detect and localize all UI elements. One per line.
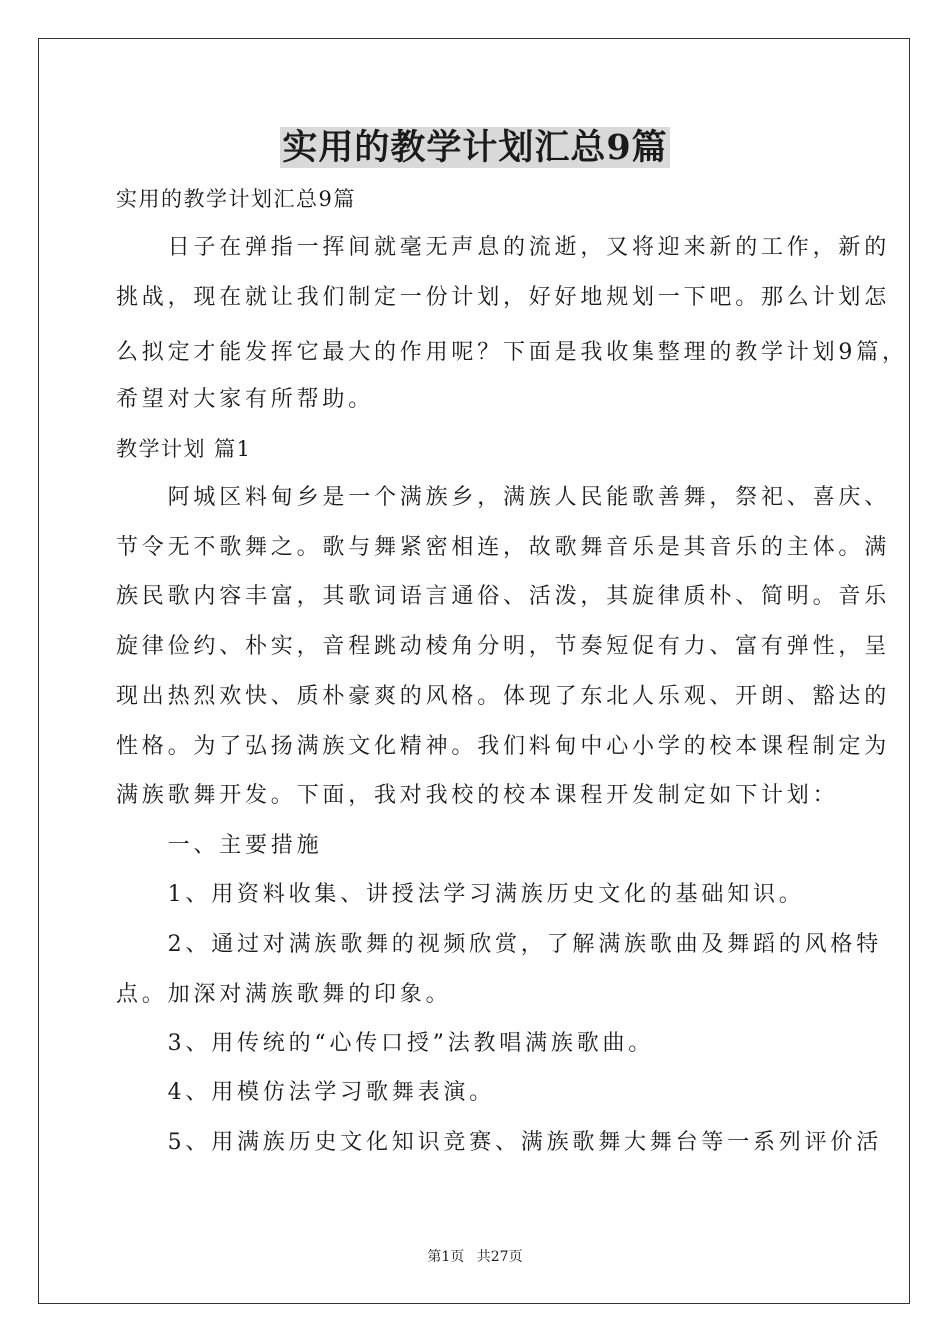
page-number: 第1页 (427, 1249, 465, 1265)
list-item: 4、用模仿法学习歌舞表演。 (116, 1080, 495, 1105)
paragraph-line: 日子在弹指一挥间就毫无声息的流逝，又将迎来新的工作，新的 (116, 235, 891, 260)
list-item: 3、用传统的“心传口授”法教唱满族歌曲。 (116, 1031, 655, 1056)
list-item: 5、用满族历史文化知识竞赛、满族歌舞大舞台等一系列评价活 (116, 1130, 882, 1155)
page-border (38, 38, 910, 1304)
paragraph-line: 族民歌内容丰富，其歌词语言通俗、活泼，其旋律质朴、简明。音乐 (116, 584, 891, 609)
page-total: 共27页 (476, 1249, 523, 1265)
paragraph-line: 现出热烈欢快、质朴豪爽的风格。体现了东北人乐观、开朗、豁达的 (116, 684, 891, 709)
paragraph-line: 节令无不歌舞之。歌与舞紧密相连，故歌舞音乐是其音乐的主体。满 (116, 535, 891, 560)
paragraph-line: 挑战，现在就让我们制定一份计划，好好地规划一下吧。那么计划怎 (116, 285, 891, 310)
document-title (0, 122, 950, 174)
list-item: 2、通过对满族歌舞的视频欣赏，了解满族歌曲及舞蹈的风格特 (116, 932, 882, 957)
paragraph-line: 阿城区料甸乡是一个满族乡，满族人民能歌善舞，祭祀、喜庆、 (116, 485, 891, 510)
paragraph-line: 旋律俭约、朴实，音程跳动棱角分明，节奏短促有力、富有弹性，呈 (116, 634, 891, 659)
document-subtitle: 实用的教学计划汇总9篇 (116, 187, 356, 211)
paragraph-line: 性格。为了弘扬满族文化精神。我们料甸中心小学的校本课程制定为 (116, 734, 891, 759)
list-item: 1、用资料收集、讲授法学习满族历史文化的基础知识。 (116, 882, 805, 907)
page-footer (0, 1248, 950, 1266)
document-title-text: 实用的教学计划汇总9篇 (282, 127, 668, 168)
paragraph-line: 满族歌舞开发。下面，我对我校的校本课程开发制定如下计划： (116, 783, 839, 808)
list-heading: 一、主要措施 (116, 833, 323, 858)
paragraph-line: 希望对大家有所帮助。 (116, 387, 375, 412)
list-item-continuation: 点。加深对满族歌舞的印象。 (116, 982, 452, 1007)
section-heading: 教学计划 篇1 (116, 437, 252, 461)
paragraph-line: 么拟定才能发挥它最大的作用呢？下面是我收集整理的教学计划9篇， (116, 340, 908, 365)
